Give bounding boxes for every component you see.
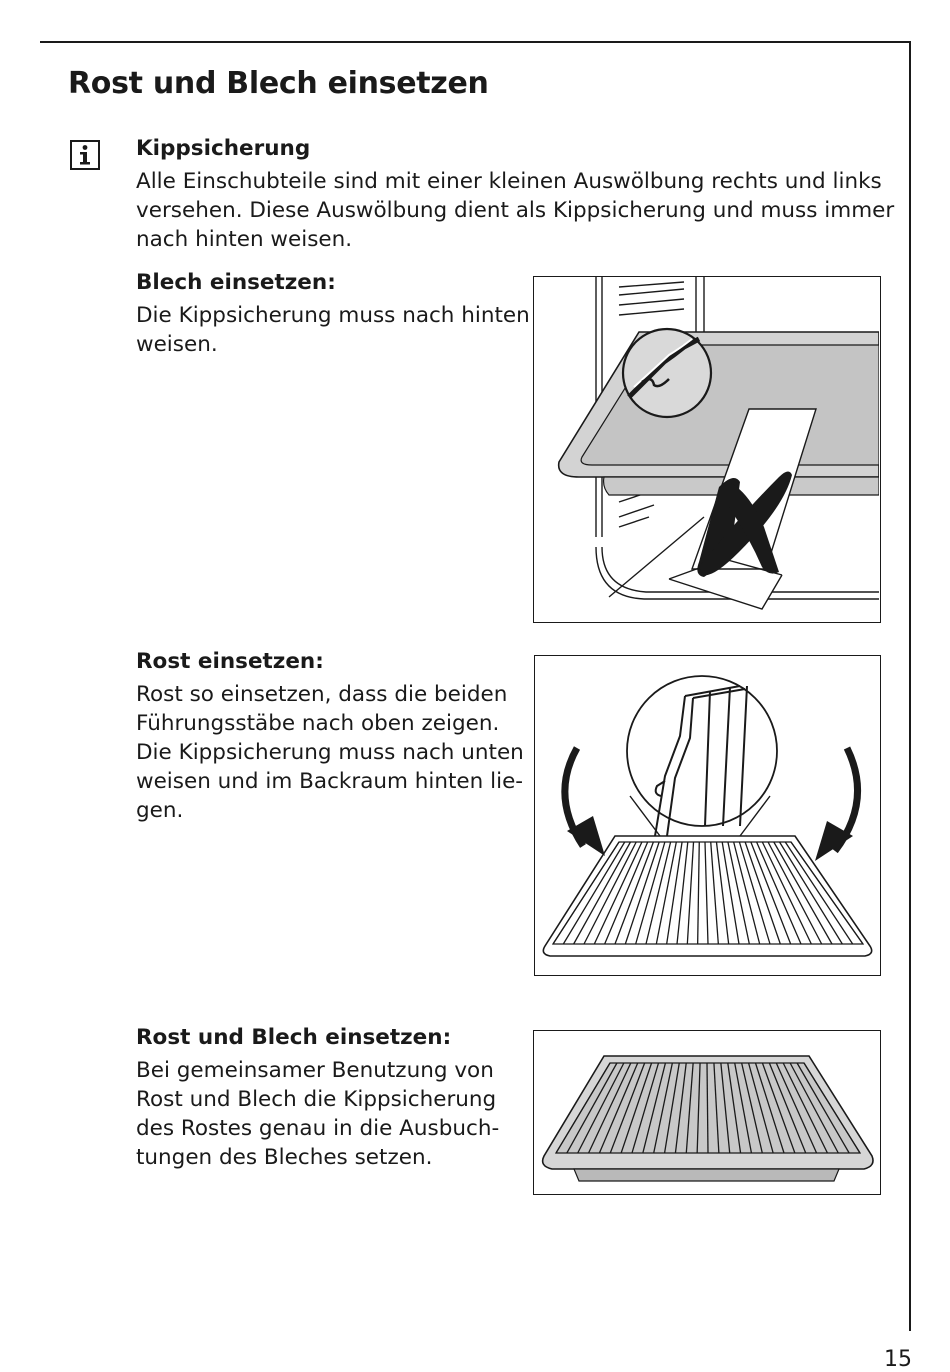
page-number: 15 [884,1347,912,1372]
info-icon [70,140,100,170]
section-line: gen. [136,798,184,823]
section-rost-und-blech-einsetzen [136,1023,516,1172]
info-block [136,134,896,254]
section-line: Rost so einsetzen, dass die beiden [136,682,508,707]
info-line: Alle Einschubteile sind mit einer kleinen Auswölbung rechts und links [136,169,882,194]
section-line: Die Kippsicherung muss nach hinten [136,303,530,328]
rack-and-tray-combined-illustration [533,1030,881,1195]
section-blech-einsetzen [136,268,530,359]
section-heading: Blech einsetzen: [136,270,336,295]
section-heading: Rost und Blech einsetzen: [136,1025,452,1050]
section-line: des Rostes genau in die Ausbuch- [136,1116,500,1141]
section-line: Bei gemeinsamer Benutzung von [136,1058,494,1083]
oven-rack-insertion-illustration [534,655,881,976]
section-heading: Rost einsetzen: [136,649,324,674]
right-rule [909,41,911,1331]
section-rost-einsetzen [136,647,524,825]
info-heading: Kippsicherung [136,136,311,161]
section-line: Die Kippsicherung muss nach unten [136,740,524,765]
page-title: Rost und Blech einsetzen [68,66,489,101]
section-line: Führungsstäbe nach oben zeigen. [136,711,500,736]
info-line: versehen. Diese Auswölbung dient als Kippsicherung und muss immer [136,198,895,223]
section-line: weisen und im Backraum hinten lie- [136,769,524,794]
section-line: tungen des Bleches setzen. [136,1145,433,1170]
section-line: Rost und Blech die Kippsicherung [136,1087,497,1112]
info-line: nach hinten weisen. [136,227,353,252]
baking-tray-insertion-illustration [533,276,881,623]
top-rule [40,41,911,43]
section-line: weisen. [136,332,218,357]
